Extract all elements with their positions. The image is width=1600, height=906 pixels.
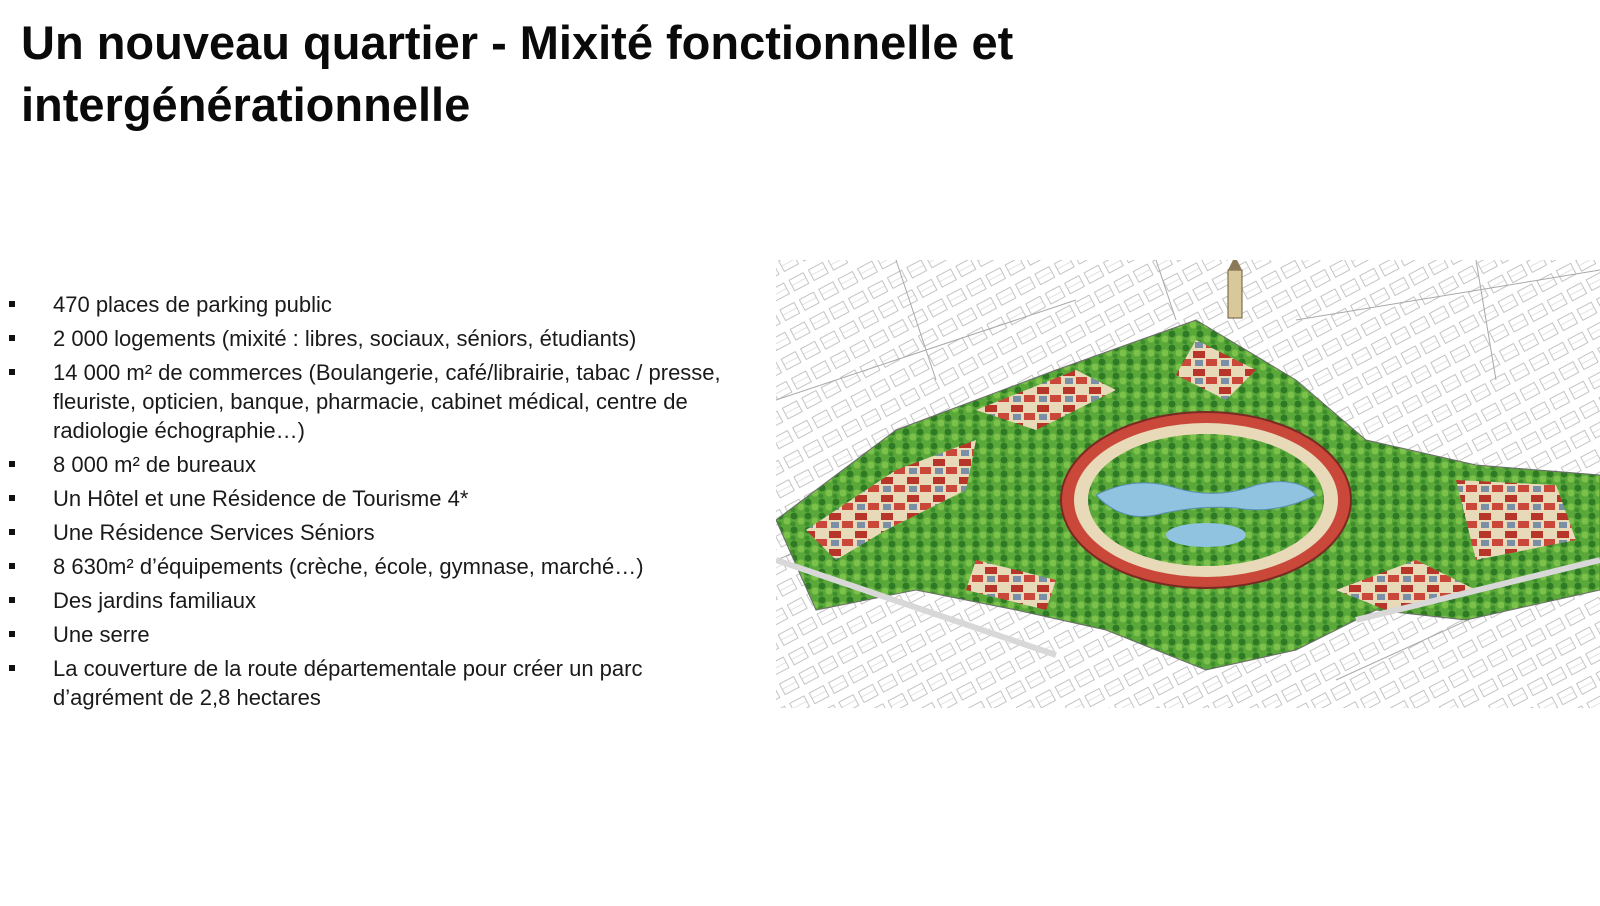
list-item-text: 14 000 m² de commerces (Boulangerie, café/librairie, tabac / presse, fleuriste, opticien, banque, pharmacie, cabinet médical, centre de radiologie échographie…) bbox=[53, 360, 721, 443]
list-item-text: 8 630m² d’équipements (crèche, école, gymnase, marché…) bbox=[53, 554, 644, 579]
bullet-marker-icon bbox=[9, 461, 15, 467]
bullet-marker-icon bbox=[9, 301, 15, 307]
list-item bbox=[0, 620, 740, 649]
aerial-district-illustration-icon bbox=[776, 260, 1600, 708]
list-item bbox=[0, 484, 740, 513]
bullet-marker-icon bbox=[9, 529, 15, 535]
list-item bbox=[0, 450, 740, 479]
list-item bbox=[0, 358, 740, 445]
page-title: Un nouveau quartier - Mixité fonctionnelle et intergénérationnelle bbox=[21, 16, 1014, 131]
bullet-marker-icon bbox=[9, 335, 15, 341]
list-item-text: 470 places de parking public bbox=[53, 292, 332, 317]
bullet-marker-icon bbox=[9, 597, 15, 603]
list-item-text: Des jardins familiaux bbox=[53, 588, 256, 613]
list-item bbox=[0, 290, 740, 319]
list-item bbox=[0, 552, 740, 581]
list-item bbox=[0, 654, 740, 712]
bullet-list bbox=[0, 290, 740, 717]
bullet-marker-icon bbox=[9, 631, 15, 637]
list-item-text: La couverture de la route départementale pour créer un parc d’agrément de 2,8 hectares bbox=[53, 656, 643, 710]
aerial-district-illustration bbox=[776, 260, 1600, 708]
list-item-text: Une Résidence Services Séniors bbox=[53, 520, 375, 545]
list-item-text: 2 000 logements (mixité : libres, sociaux, séniors, étudiants) bbox=[53, 326, 637, 351]
list-item bbox=[0, 586, 740, 615]
list-item-text: 8 000 m² de bureaux bbox=[53, 452, 257, 477]
list-item bbox=[0, 324, 740, 353]
bullet-marker-icon bbox=[9, 495, 15, 501]
list-item-text: Un Hôtel et une Résidence de Tourisme 4* bbox=[53, 486, 469, 511]
bullet-marker-icon bbox=[9, 665, 15, 671]
bullet-marker-icon bbox=[9, 563, 15, 569]
list-item-text: Une serre bbox=[53, 622, 150, 647]
bullet-marker-icon bbox=[9, 369, 15, 375]
list-item bbox=[0, 518, 740, 547]
